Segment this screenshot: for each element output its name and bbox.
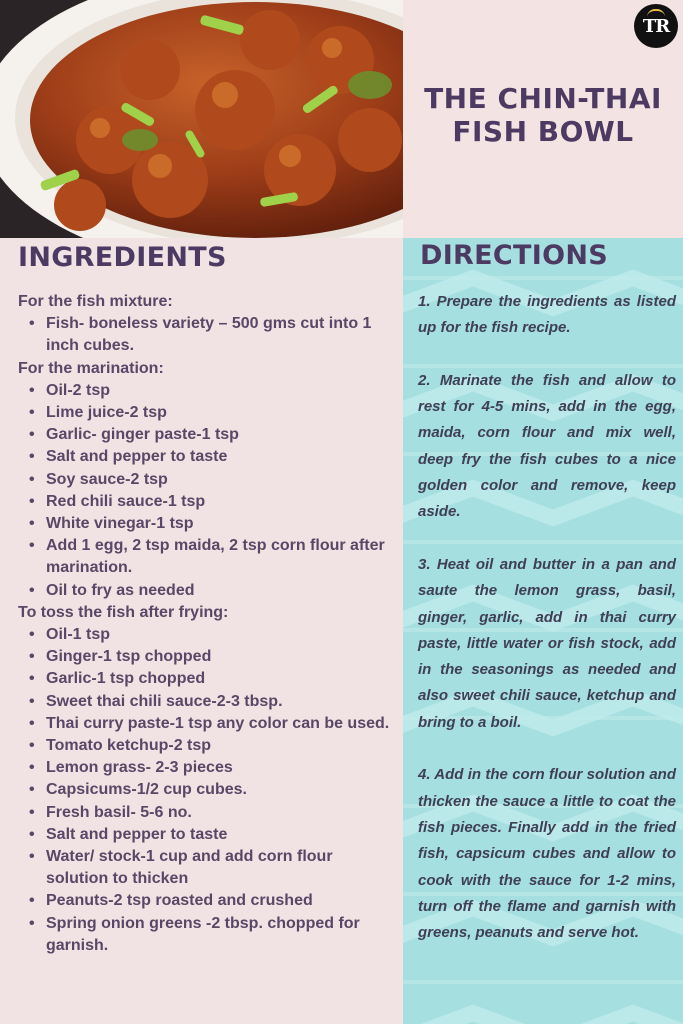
ingredient-group-label: For the fish mixture: [18, 293, 173, 310]
title-panel [403, 0, 683, 238]
ingredient-item: • Peanuts-2 tsp roasted and crushed [29, 890, 398, 912]
direction-step: 4. Add in the corn flour solution and thicken the sauce a little to coat the fish pieces. Finally add in the fried fish, capsicum cubes and allow to cook with the sauce for 1-2 mins, turn off the flame and garnish with greens, peanuts and serve hot. [418, 766, 676, 942]
recipe-title-line-1: THE CHIN-THAI [424, 82, 662, 115]
ingredient-item: • Water/ stock-1 cup and add corn flour solution to thicken [29, 846, 398, 890]
ingredient-item: • Lemon grass- 2-3 pieces [29, 757, 398, 779]
ingredient-group-label: To toss the fish after frying: [18, 603, 229, 621]
ingredient-group [18, 291, 398, 358]
ingredient-item: • Oil-1 tsp [29, 624, 398, 646]
recipe-title-line-2: FISH BOWL [452, 115, 634, 148]
logo-text: TR [642, 15, 670, 37]
direction-step: 3. Heat oil and butter in a pan and saute the lemon grass, basil, ginger, garlic, add in thai curry paste, little water or fish stock, add in the seasonings as needed and also sweet chili sauce, ketchup and bring to a boil. [418, 555, 676, 731]
direction-step: 1. Prepare the ingredients as listed up for the fish recipe. [418, 293, 676, 337]
ingredient-item: • Oil to fry as needed [29, 580, 398, 602]
ingredients-heading: INGREDIENTS [18, 242, 227, 273]
ingredients-panel [0, 238, 403, 1024]
sun-rays-icon [647, 9, 665, 17]
ingredient-item: • Spring onion greens -2 tbsp. chopped for garnish. [29, 913, 398, 957]
ingredient-item: • Fresh basil- 5-6 no. [29, 802, 398, 824]
recipe-title [403, 82, 683, 148]
ingredient-item: • Lime juice-2 tsp [29, 402, 398, 424]
ingredient-item: • Sweet thai chili sauce-2-3 tbsp. [29, 691, 398, 713]
directions-heading: DIRECTIONS [420, 240, 608, 271]
ingredient-item: • Ginger-1 tsp chopped [29, 646, 398, 668]
directions-list [418, 289, 676, 973]
ingredient-item: • Garlic-1 tsp chopped [29, 668, 398, 690]
directions-panel [403, 238, 683, 1024]
ingredient-item: • Salt and pepper to taste [29, 446, 398, 468]
ingredient-item: • Oil-2 tsp [29, 380, 398, 402]
ingredient-item: • Fish- boneless variety – 500 gms cut into 1 inch cubes. [29, 313, 398, 357]
ingredient-item: • Garlic- ginger paste-1 tsp [29, 424, 398, 446]
ingredient-item: • Salt and pepper to taste [29, 824, 398, 846]
site-logo[interactable] [634, 4, 678, 48]
ingredient-item: • White vinegar-1 tsp [29, 513, 398, 535]
direction-step: 2. Marinate the fish and allow to rest for 4-5 mins, add in the egg, maida, corn flour and mix well, deep fry the fish cubes to a nice golden color and remove, keep aside. [418, 371, 676, 521]
ingredient-group [18, 602, 398, 957]
ingredient-item: • Add 1 egg, 2 tsp maida, 2 tsp corn flour after marination. [29, 535, 398, 579]
ingredient-group-label: For the marination: [18, 359, 164, 377]
ingredients-list [18, 291, 398, 957]
ingredient-item: • Thai curry paste-1 tsp any color can be used. [29, 713, 398, 735]
ingredient-group [18, 358, 398, 602]
ingredient-item: • Red chili sauce-1 tsp [29, 491, 398, 513]
ingredient-item: • Tomato ketchup-2 tsp [29, 735, 398, 757]
ingredient-item: • Capsicums-1/2 cup cubes. [29, 779, 398, 801]
dish-photo [0, 0, 403, 238]
ingredient-item: • Soy sauce-2 tsp [29, 469, 398, 491]
